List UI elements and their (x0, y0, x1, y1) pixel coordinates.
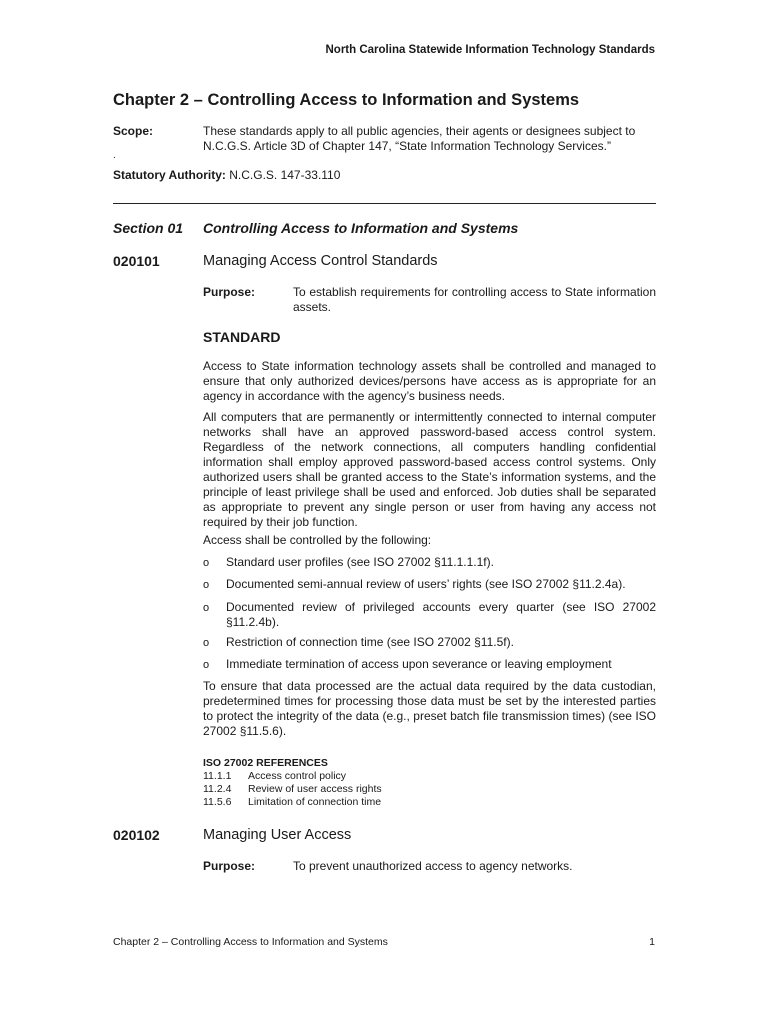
section-title: Controlling Access to Information and Systems (203, 220, 519, 236)
reference-number: 11.2.4 (203, 783, 232, 795)
statutory-authority (113, 168, 340, 182)
body-paragraph: Access to State information technology assets shall be controlled and managed to ensure that only authorized devices/persons have access as is appropriate for an agency in accordance with the agency’s business needs. (203, 359, 656, 403)
bullet-marker: o (203, 602, 210, 614)
bullet-item: Documented semi-annual review of users’ rights (see ISO 27002 §11.2.4a). (226, 577, 626, 591)
bullet-marker: o (203, 637, 210, 649)
standard-number: 020102 (113, 827, 160, 843)
purpose-label: Purpose: (203, 859, 256, 873)
section-number: Section 01 (113, 220, 184, 236)
body-paragraph: To ensure that data processed are the actual data required by the data custodian, predetermined times for processing those data must be set by the interested parties to protect the integrity of the data (e.g., preset batch file transmission times) (see ISO 27002 §11.5.6). (203, 679, 656, 738)
chapter-title: Chapter 2 – Controlling Access to Information and Systems (113, 91, 580, 109)
references-heading: ISO 27002 REFERENCES (203, 757, 328, 769)
purpose-text: To establish requirements for controlling access to State information assets. (293, 285, 656, 314)
footer-chapter: Chapter 2 – Controlling Access to Information and Systems (113, 936, 388, 948)
bullet-marker: o (203, 659, 210, 671)
running-header: North Carolina Statewide Information Technology Standards (325, 44, 655, 56)
bullet-marker: o (203, 557, 210, 569)
bullet-item: Restriction of connection time (see ISO 27002 §11.5f). (226, 635, 514, 649)
page-number: 1 (649, 936, 655, 948)
stray-mark: . (113, 150, 116, 161)
bullet-item: Documented review of privileged accounts every quarter (see ISO 27002 §11.2.4b). (226, 600, 656, 629)
header-divider (113, 203, 656, 204)
reference-text: Review of user access rights (248, 783, 382, 795)
reference-text: Access control policy (248, 770, 347, 782)
standard-title: Managing Access Control Standards (203, 253, 438, 269)
standard-title: Managing User Access (203, 827, 352, 843)
scope-label: Scope: (113, 124, 154, 138)
purpose-text: To prevent unauthorized access to agency networks. (293, 859, 573, 873)
standard-heading: STANDARD (203, 329, 281, 345)
bullet-item: Standard user profiles (see ISO 27002 §11.1.1.1f). (226, 555, 494, 569)
authority-label: Statutory Authority: (113, 168, 226, 182)
body-paragraph: Access shall be controlled by the following: (203, 533, 432, 547)
scope-text: These standards apply to all public agencies, their agents or designees subject to N.C.G.S. Article 3D of Chapter 147, “State Information Technology Services.” (203, 124, 636, 153)
bullet-marker: o (203, 579, 210, 591)
standard-number: 020101 (113, 253, 160, 269)
bullet-item: Immediate termination of access upon severance or leaving employment (226, 657, 612, 671)
authority-value: N.C.G.S. 147-33.110 (229, 168, 341, 182)
body-paragraph: All computers that are permanently or intermittently connected to internal computer networks shall have an approved password-based access control system. Regardless of the network connections, all computers handling confidential information shall employ approved password-based access control systems. Only authorized users shall be granted access to the State’s information systems, and the principle of least privilege shall be used and enforced. Job duties shall be separated as appropriate to prevent any single person or user from having any access not required by their job function. (203, 410, 656, 529)
reference-text: Limitation of connection time (248, 796, 382, 808)
reference-number: 11.1.1 (203, 770, 232, 782)
reference-number: 11.5.6 (203, 796, 232, 808)
purpose-label: Purpose: (203, 285, 256, 299)
